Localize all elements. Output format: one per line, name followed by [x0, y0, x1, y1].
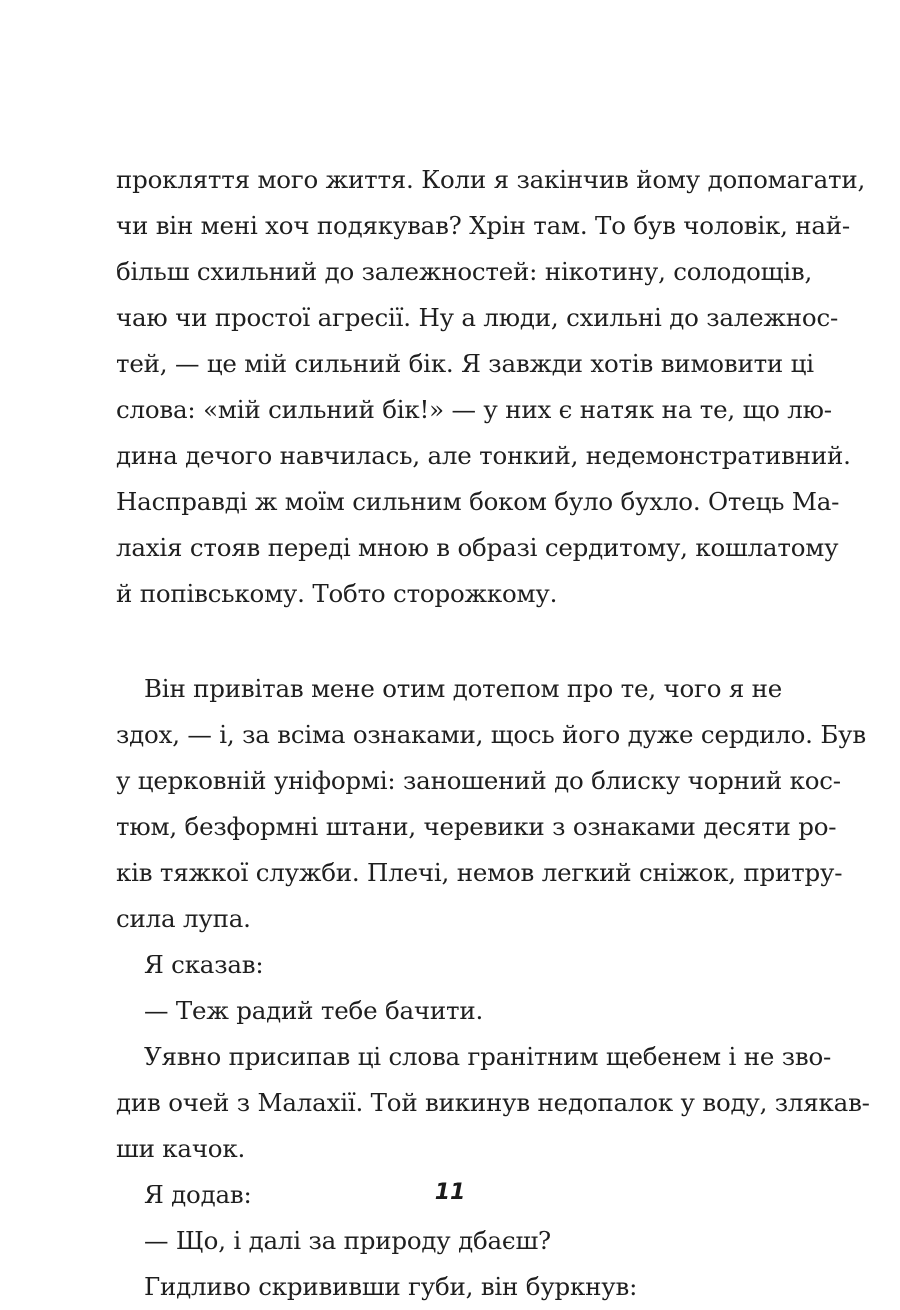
text-line: Я додав: — [144, 1180, 252, 1209]
paragraph-gap — [116, 617, 776, 666]
text-line: чаю чи простої агресії. Ну а люди, схильні до залежнос- — [116, 303, 839, 332]
text-line: — Що, і далі за природу дбаєш? — [144, 1226, 551, 1255]
text-line: — Теж радий тебе бачити. — [144, 996, 484, 1025]
text-line: Гидливо скрививши губи, він буркнув: — [144, 1272, 638, 1301]
text-line: Уявно присипав ці слова гранітним щебенем і не зво- — [144, 1042, 832, 1071]
text-line: див очей з Малахії. Той викинув недопалок у воду, злякав- — [116, 1088, 870, 1117]
text-line: ків тяжкої служби. Плечі, немов легкий сніжок, притру- — [116, 858, 843, 887]
text-line: слова: «мій сильний бік!» — у них є натяк на те, що лю- — [116, 395, 832, 424]
page-text — [116, 157, 870, 1310]
text-line: й попівському. Тобто сторожкому. — [116, 579, 558, 608]
text-line: дина дечого навчилась, але тонкий, недемонстративний. — [116, 441, 851, 470]
text-line: Він привітав мене отим дотепом про те, чого я не — [144, 674, 783, 703]
text-line: у церковній уніформі: заношений до блиску чорний кос- — [116, 766, 841, 795]
text-line: здох, — і, за всіма ознаками, щось його дуже сердило. Був — [116, 720, 866, 749]
text-line: ши качок. — [116, 1134, 246, 1163]
text-line: лахія стояв переді мною в образі сердитому, кошлатому — [116, 533, 839, 562]
text-line: сила лупа. — [116, 904, 251, 933]
text-line: прокляття мого життя. Коли я закінчив йому допомагати, — [116, 165, 866, 194]
text-line: тей, — це мій сильний бік. Я завжди хотів вимовити ці — [116, 349, 814, 378]
text-line: Насправді ж моїм сильним боком було бухло. Отець Ма- — [116, 487, 840, 516]
text-line: чи він мені хоч подякував? Хрін там. То був чоловік, най- — [116, 211, 851, 240]
text-line: тюм, безформні штани, черевики з ознаками десяти ро- — [116, 812, 837, 841]
text-line: Я сказав: — [144, 950, 264, 979]
page-number: 11 — [434, 1180, 466, 1205]
text-line: більш схильний до залежностей: нікотину, солодощів, — [116, 257, 813, 286]
